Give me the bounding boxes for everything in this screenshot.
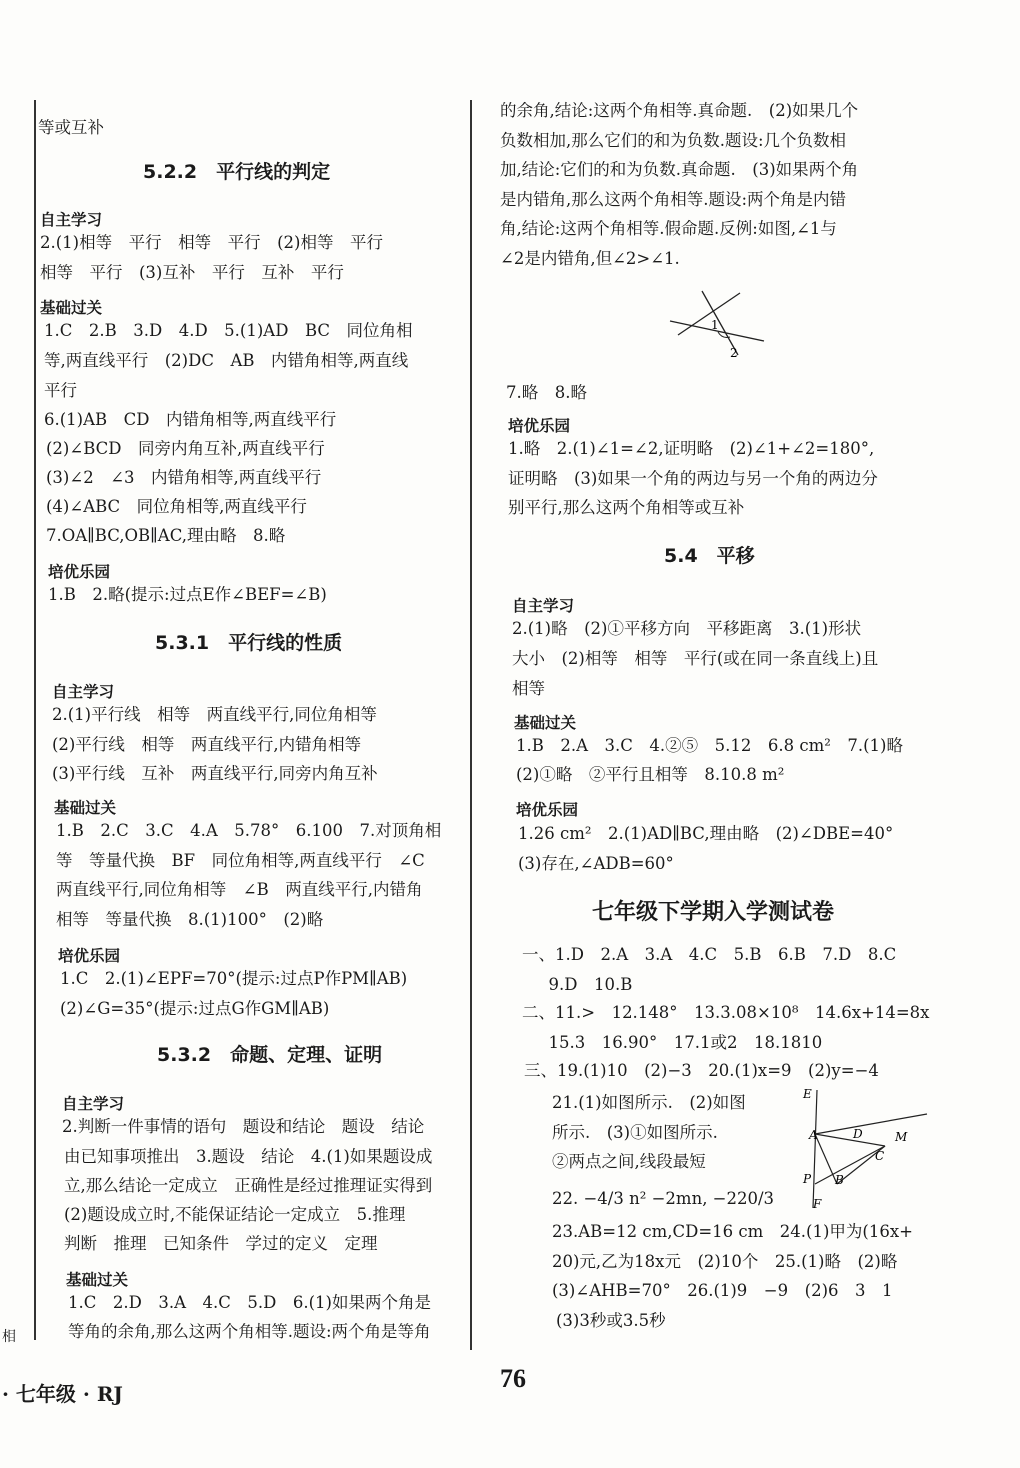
text-line: 加,结论:它们的和为负数.真命题. (3)如果两个角 <box>500 160 859 179</box>
text-line: 平行 <box>44 381 77 400</box>
text-line: 三、19.(1)10 (2)−3 20.(1)x=9 (2)y=−4 <box>524 1061 879 1080</box>
text-line: 7.略 8.略 <box>506 383 587 402</box>
point-label-e: E <box>803 1087 812 1101</box>
text-line: 1.C 2.D 3.A 4.C 5.D 6.(1)如果两个角是 <box>68 1293 431 1312</box>
text-line: 1.B 2.略(提示:过点E作∠BEF=∠B) <box>48 585 327 604</box>
point-label-m: M <box>895 1130 908 1144</box>
text-line: 2.(1)平行线 相等 两直线平行,同位角相等 <box>52 705 377 724</box>
text-line: 立,那么结论一定成立 正确性是经过推理证实得到 <box>64 1176 433 1195</box>
section-heading-5-3-1: 5.3.1 平行线的性质 <box>155 632 343 654</box>
text-line: 一、1.D 2.A 3.A 4.C 5.B 6.B 7.D 8.C <box>522 945 897 964</box>
text-line: (3)∠AHB=70° 26.(1)9 −9 (2)6 3 1 <box>552 1281 893 1300</box>
text-line: 二、11.> 12.148° 13.3.08×10⁸ 14.6x+14=8x <box>522 1003 930 1022</box>
angle-label-2: 2 <box>730 346 738 360</box>
text-line: (2)平行线 相等 两直线平行,内错角相等 <box>52 735 362 754</box>
text-line: 1.B 2.A 3.C 4.②⑤ 5.12 6.8 cm² 7.(1)略 <box>516 736 903 755</box>
segment-ab <box>815 1134 837 1184</box>
point-label-d: D <box>853 1127 863 1141</box>
test-title: 七年级下学期入学测试卷 <box>592 899 835 925</box>
text-line: 1.略 2.(1)∠1=∠2,证明略 (2)∠1+∠2=180°, <box>508 439 875 458</box>
text-line: 所示. (3)①如图所示. <box>552 1123 718 1142</box>
text-line: 证明略 (3)如果一个角的两边与另一个角的两边分 <box>508 469 878 488</box>
text-line: 21.(1)如图所示. (2)如图 <box>552 1093 746 1112</box>
text-line: 7.OA∥BC,OB∥AC,理由略 8.略 <box>46 526 286 545</box>
text-line: 相等 等量代换 8.(1)100° (2)略 <box>56 910 324 929</box>
label-jichu: 基础过关 <box>514 714 577 732</box>
text-line: (2)①略 ②平行且相等 8.10.8 m² <box>516 765 785 784</box>
column-divider <box>470 100 472 1350</box>
label-peiyou: 培优乐园 <box>516 801 579 819</box>
text-line: 2.判断一件事情的语句 题设和结论 题设 结论 <box>62 1117 425 1136</box>
text-line: 2.(1)略 (2)①平移方向 平移距离 3.(1)形状 <box>512 619 862 638</box>
text-line: 23.AB=12 cm,CD=16 cm 24.(1)甲为(16x+ <box>552 1222 913 1241</box>
text-line: (2)题设成立时,不能保证结论一定成立 5.推理 <box>64 1205 406 1224</box>
geometry-figure <box>795 1080 930 1220</box>
text-line: ∠2是内错角,但∠2>∠1. <box>500 249 680 268</box>
label-peiyou: 培优乐园 <box>58 947 121 965</box>
text-line: (3)平行线 互补 两直线平行,同旁内角互补 <box>52 764 378 783</box>
label-peiyou: 培优乐园 <box>48 563 111 581</box>
text-line: 由已知事项推出 3.题设 结论 4.(1)如果题设成 <box>64 1147 433 1166</box>
text-line: (3)存在,∠ADB=60° <box>518 854 674 873</box>
section-heading-5-3-2: 5.3.2 命题、定理、证明 <box>157 1044 383 1066</box>
text-line: 判断 推理 已知条件 学过的定义 定理 <box>64 1234 378 1253</box>
line-ef <box>813 1090 817 1208</box>
text-line: 两直线平行,同位角相等 ∠B 两直线平行,内错角 <box>56 880 423 899</box>
text-line: 15.3 16.90° 17.1或2 18.1810 <box>532 1033 823 1052</box>
text-line: 1.26 cm² 2.(1)AD∥BC,理由略 (2)∠DBE=40° <box>518 824 894 843</box>
text-line: (2)∠G=35°(提示:过点G作GM∥AB) <box>60 999 330 1018</box>
section-heading-5-2-2: 5.2.2 平行线的判定 <box>143 161 331 183</box>
label-zizhu: 自主学习 <box>62 1095 125 1113</box>
text-line: 是内错角,那么这两个角相等.题设:两个角是内错 <box>500 190 847 209</box>
text-line: (2)∠BCD 同旁内角互补,两直线平行 <box>46 439 325 458</box>
text-line: ②两点之间,线段最短 <box>552 1152 706 1171</box>
section-heading-5-4: 5.4 平移 <box>664 545 755 567</box>
text-line: 相等 平行 (3)互补 平行 互补 平行 <box>40 263 344 282</box>
label-jichu: 基础过关 <box>40 299 103 317</box>
angle-figure <box>660 285 770 365</box>
text-line: 9.D 10.B <box>532 975 633 994</box>
text-line: (3)3秒或3.5秒 <box>556 1311 666 1330</box>
text-line: 相等 <box>512 679 545 698</box>
text-line: 1.B 2.C 3.C 4.A 5.78° 6.100 7.对顶角相 <box>56 821 442 840</box>
footer-grade: · 七年级 · RJ <box>2 1382 123 1406</box>
text-line: 别平行,那么这两个角相等或互补 <box>508 498 745 517</box>
text-line: (3)∠2 ∠3 内错角相等,两直线平行 <box>46 468 322 487</box>
text-line: 1.C 2.(1)∠EPF=70°(提示:过点P作PM∥AB) <box>60 969 408 988</box>
text-line: 等角的余角,那么这两个角相等.题设:两个角是等角 <box>68 1322 431 1341</box>
text-line: 2.(1)相等 平行 相等 平行 (2)相等 平行 <box>40 233 383 252</box>
text-line: 1.C 2.B 3.D 4.D 5.(1)AD BC 同位角相 <box>44 321 413 340</box>
point-label-p: P <box>803 1172 812 1186</box>
label-jichu: 基础过关 <box>66 1271 129 1289</box>
angle-label-1: 1 <box>711 318 719 332</box>
point-label-c: C <box>875 1149 885 1163</box>
page-number: 76 <box>500 1364 526 1393</box>
continuation-text: 等或互补 <box>38 118 104 137</box>
text-line: 等 等量代换 BF 同位角相等,两直线平行 ∠C <box>56 851 425 870</box>
text-line: 的余角,结论:这两个角相等.真命题. (2)如果几个 <box>500 101 859 120</box>
point-label-f: F <box>813 1197 822 1211</box>
text-line: 角,结论:这两个角相等.假命题.反例:如图,∠1与 <box>500 219 837 238</box>
point-label-b: B <box>835 1173 844 1187</box>
label-zizhu: 自主学习 <box>40 211 103 229</box>
text-line: 负数相加,那么它们的和为负数.题设:几个负数相 <box>500 131 847 150</box>
point-label-a: A <box>809 1128 818 1142</box>
text-line: (4)∠ABC 同位角相等,两直线平行 <box>46 497 307 516</box>
text-line-q22: 22. −4/3 n² −2mn, −220/3 <box>552 1189 775 1208</box>
label-zizhu: 自主学习 <box>512 597 575 615</box>
label-peiyou: 培优乐园 <box>508 417 571 435</box>
text-line: 20)元,乙为18x元 (2)10个 25.(1)略 (2)略 <box>552 1252 898 1271</box>
margin-char: 相 <box>2 1329 16 1345</box>
text-line: 6.(1)AB CD 内错角相等,两直线平行 <box>44 410 337 429</box>
left-margin-rule <box>34 100 36 1340</box>
ray-am <box>815 1114 927 1134</box>
label-zizhu: 自主学习 <box>52 683 115 701</box>
text-line: 大小 (2)相等 相等 平行(或在同一条直线上)且 <box>512 649 879 668</box>
label-jichu: 基础过关 <box>54 799 117 817</box>
segment-ac <box>815 1134 885 1146</box>
text-line: 等,两直线平行 (2)DC AB 内错角相等,两直线 <box>44 351 409 370</box>
